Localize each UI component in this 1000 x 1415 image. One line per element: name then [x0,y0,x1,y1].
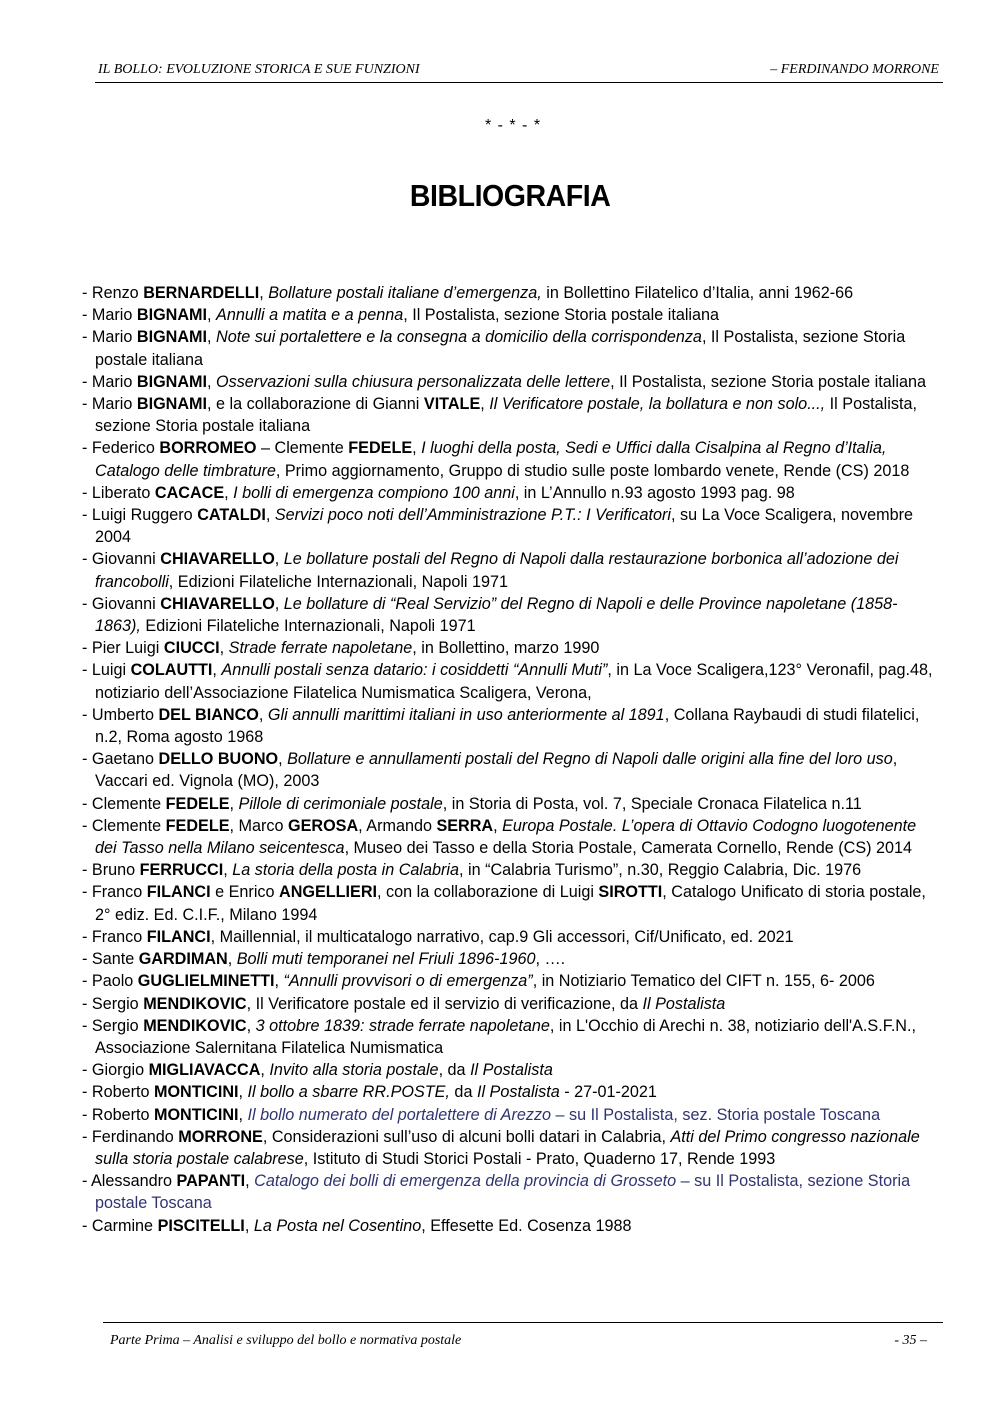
entry-author-surname: BIGNAMI [136,306,208,325]
entry-title: Il Postalista [642,994,726,1013]
entry-text: , [207,328,217,347]
entry-text: da [449,1083,477,1102]
bibliography-entry [82,437,942,481]
entry-text: Giovanni [91,594,161,613]
entry-bullet: - [82,395,92,414]
bibliography-entry [82,748,942,792]
entry-title: Annulli postali senza datario: i cosiddetti “Annulli Muti” [221,661,608,680]
entry-text: , in Storia di Posta, vol. 7, Speciale Cronaca Filatelica n.11 [442,794,862,813]
entry-author-surname: MIGLIAVACCA [148,1061,261,1080]
entry-text: - 27-01-2021 [559,1083,657,1102]
bibliography-entry [82,1170,942,1214]
entry-author-surname: MORRONE [178,1127,263,1146]
bibliography-entry [82,1081,942,1103]
entry-bullet: - [82,328,92,347]
bibliography-entry [82,793,942,815]
entry-text: Sergio [91,994,144,1013]
entry-text: , [212,661,222,680]
bibliography-entry [82,282,942,304]
entry-title: Il bollo a sbarre RR.POSTE, [247,1083,450,1102]
entry-text: , Armando [358,816,437,835]
entry-text: – su Il Postalista, sez. Storia postale Toscana [551,1105,881,1124]
entry-text: , in Bollettino, marzo 1990 [412,639,600,658]
entry-title: Catalogo dei bolli di emergenza della provincia di Grosseto [254,1172,677,1191]
entry-text: , in Notiziario Tematico del CIFT n. 155, 6- 2006 [532,972,875,991]
page-number: - 35 – [894,1333,927,1348]
entry-bullet: - [82,950,92,969]
entry-author-surname: VITALE [423,395,481,414]
entry-title: La Posta nel Cosentino [253,1216,422,1235]
entry-text: , in L'Occhio di Arechi n. 38, notiziario dell'A.S.F.N., Associazione Salernitana Filatelica Numismatica [95,1016,916,1057]
entry-bullet: - [82,1127,92,1146]
entry-text: , Il Postalista, sezione Storia postale italiana [95,328,906,369]
entry-author-surname: BORROMEO [159,439,257,458]
entry-bullet: - [82,639,92,658]
entry-title: Strade ferrate napoletane [228,639,413,658]
entry-author-surname: CATALDI [197,506,266,525]
entry-text: in Bollettino Filatelico d’Italia, anni 1962-66 [541,284,854,302]
entry-author-surname: FILANCI [146,927,211,946]
entry-author-surname: PISCITELLI [157,1216,245,1235]
bibliography-entry [82,371,942,393]
entry-text: , in La Voce Scaligera,123° Veronafil, pag.48, notiziario dell’Associazione Filatelica Numismatica Scaligera, Verona, [95,661,933,702]
entry-title: Le bollature di “Real Servizio” del Regno di Napoli e delle Province napoletane (1858-1863), [95,594,898,636]
bibliography-entry [82,1126,942,1170]
entry-title: Note sui portalettere e la consegna a domicilio della corrispondenza [216,328,702,347]
entry-text: Giovanni [91,550,161,569]
entry-title: Servizi poco noti dell’Amministrazione P.T.: I Verificatori [274,506,671,525]
entry-text: Ferdinando [91,1127,179,1146]
entry-text: Luigi [91,661,131,680]
entry-text: Mario [91,306,137,325]
entry-bullet: - [82,816,92,835]
bibliography-entry [82,393,942,437]
footer-section: Parte Prima – Analisi e sviluppo del bollo e normativa postale [110,1333,462,1348]
entry-author-surname: BIGNAMI [136,372,208,391]
entry-title: I luoghi della posta, Sedi e Uffici dalla Cisalpina al Regno d’Italia, Catalogo delle timbrature [95,439,887,480]
bibliography-entry [82,637,942,659]
entry-title: “Annulli provvisori o di emergenza” [283,972,533,991]
entry-text: Franco [91,883,147,902]
entry-author-surname: CIUCCI [163,639,220,658]
entry-text: Federico [91,439,160,458]
entry-bullet: - [82,794,92,813]
bibliography-list [82,282,942,1237]
entry-bullet: - [82,750,92,769]
entry-bullet: - [82,594,92,613]
page-title: BIBLIOGRAFIA [409,178,611,213]
entry-text: , [265,506,275,525]
entry-author-surname: PAPANTI [176,1172,246,1191]
entry-bullet: - [82,1083,92,1102]
entry-bullet: - [82,861,92,880]
entry-title: 3 ottobre 1839: strade ferrate napoletane [255,1016,550,1035]
entry-bullet: - [82,483,92,502]
entry-text: , [224,483,234,502]
entry-text: , Effesette Ed. Cosenza 1988 [421,1216,632,1235]
entry-title: Atti del Primo congresso nazionale sulla storia postale calabrese [95,1127,920,1168]
entry-text: , Marco [229,816,288,835]
entry-author-surname: BIGNAMI [136,328,208,347]
entry-title: Bolli muti temporanei nel Friuli 1896-1960 [236,950,536,969]
entry-title: I bolli di emergenza compiono 100 anni [233,483,515,502]
entry-title: La storia della posta in Calabria [232,861,459,880]
bibliography-entry [82,926,942,948]
entry-text: – Clemente [256,439,349,458]
bibliography-entry [82,993,942,1015]
entry-text: , Il Verificatore postale ed il servizio di verificazione, da [246,994,643,1013]
bibliography-entry [82,482,942,504]
bibliography-entry [82,326,942,370]
entry-author-surname: CACACE [154,483,225,502]
entry-text: Bruno [91,861,140,880]
entry-bullet: - [82,306,92,325]
entry-text: , Museo dei Tasso e della Storia Postale, Camerata Cornello, Rende (CS) 2014 [344,839,913,858]
entry-text: Roberto [91,1083,154,1102]
entry-bullet: - [82,1016,92,1035]
entry-title: Pillole di cerimoniale postale [238,794,443,813]
entry-bullet: - [82,1216,92,1235]
entry-bullet: - [82,284,92,302]
entry-text: Carmine [91,1216,158,1235]
entry-text: , con la collaborazione di Luigi [377,883,599,902]
bibliography-entry [82,593,942,637]
entry-text: , [260,1061,270,1080]
entry-text: Renzo [91,284,144,302]
entry-bullet: - [82,883,92,902]
entry-author-surname: FILANCI [146,883,211,902]
entry-title: Il bollo numerato del portalettere di Arezzo [247,1105,552,1124]
entry-text: , Vaccari ed. Vignola (MO), 2003 [95,750,898,791]
entry-text: Mario [91,395,137,414]
entry-title: Il Postalista [470,1061,553,1080]
entry-text: , da [438,1061,471,1080]
entry-text: , [219,639,229,658]
entry-text: Clemente [91,816,166,835]
entry-text: , …. [535,950,566,969]
bibliography-entry [82,1059,942,1081]
entry-bullet: - [82,372,92,391]
entry-text: Gaetano [91,750,159,769]
entry-text: Pier Luigi [91,639,164,658]
entry-author-surname: ANGELLIERI [279,883,378,902]
entry-text: e Enrico [210,883,280,902]
entry-title: Le bollature postali del Regno di Napoli dalla restaurazione borbonica all’adozione dei francobolli [95,550,899,591]
entry-text: Umberto [91,705,159,724]
bibliography-entry [82,948,942,970]
entry-author-surname: MONTICINI [153,1105,239,1124]
entry-text: , Considerazioni sull’uso di alcuni bolli datari in Calabria, [262,1127,671,1146]
entry-title: Bollature postali italiane d’emergenza, [268,284,542,302]
entry-text: , [246,1016,256,1035]
entry-text: Sante [91,950,139,969]
entry-text: Mario [91,372,137,391]
entry-text: , Il Postalista, sezione Storia postale italiana [403,306,720,325]
entry-bullet: - [82,1172,91,1191]
entry-text: Mario [91,328,137,347]
entry-text: , [227,950,237,969]
entry-text: , [258,705,268,724]
entry-text: – su Il Postalista, sezione Storia postale Toscana [95,1172,911,1213]
entry-author-surname: BERNARDELLI [143,284,260,302]
entry-author-surname: GEROSA [288,816,359,835]
entry-title: Annulli a matita e a penna [216,306,404,325]
entry-text: , [278,750,288,769]
entry-text: , su La Voce Scaligera, novembre 2004 [95,506,914,547]
entry-author-surname: COLAUTTI [130,661,213,680]
entry-text: , [207,372,217,391]
bibliography-entry [82,704,942,748]
entry-author-surname: FEDELE [165,816,230,835]
entry-bullet: - [82,661,92,680]
bibliography-entry [82,1015,942,1059]
entry-author-surname: FEDELE [165,794,230,813]
entry-bullet: - [82,506,92,525]
entry-text: , [274,594,284,613]
entry-bullet: - [82,439,92,458]
entry-author-surname: MENDIKOVIC [143,994,247,1013]
entry-bullet: - [82,994,92,1013]
entry-text: Giorgio [91,1061,149,1080]
entry-text: , Primo aggiornamento, Gruppo di studio sulle poste lombardo venete, Rende (CS) 2018 [275,461,910,480]
page-header [95,60,943,83]
entry-author-surname: FEDELE [348,439,413,458]
entry-text: , Catalogo Unificato di storia postale, 2° ediz. Ed. C.I.F., Milano 1994 [95,883,926,924]
bibliography-entry [82,1104,942,1126]
entry-title: Bollature e annullamenti postali del Regno di Napoli dalle origini alla fine del loro uso [287,750,893,769]
header-author: – FERDINANDO MORRONE [770,62,939,77]
entry-title: Il Verificatore postale, la bollatura e non solo..., [489,395,826,414]
entry-text: , [259,284,269,302]
entry-author-surname: BIGNAMI [136,395,208,414]
entry-text: Alessandro [91,1172,177,1191]
entry-bullet: - [82,972,92,991]
entry-text: Luigi Ruggero [91,506,198,525]
bibliography-entry [82,881,942,925]
entry-text: , [245,1172,255,1191]
entry-text: , [274,972,284,991]
bibliography-entry [82,548,942,592]
entry-bullet: - [82,1061,92,1080]
entry-text: , [207,306,217,325]
bibliography-entry [82,970,942,992]
bibliography-entry [82,304,942,326]
entry-text: , [223,861,233,880]
entry-author-surname: SERRA [436,816,494,835]
entry-bullet: - [82,1105,92,1124]
entry-text: , [238,1105,248,1124]
entry-text: , Collana Raybaudi di studi filatelici, n.2, Roma agosto 1968 [95,705,920,747]
bibliography-entry [82,815,942,859]
entry-text: Franco [91,927,147,946]
entry-text: Edizioni Filateliche Internazionali, Napoli 1971 [140,617,476,636]
entry-text: , [229,794,239,813]
entry-text: , in L’Annullo n.93 agosto 1993 pag. 98 [514,483,795,502]
entry-text: , [274,550,284,569]
entry-bullet: - [82,550,92,569]
entry-text: , [244,1216,254,1235]
entry-author-surname: GARDIMAN [138,950,228,969]
entry-title: Europa Postale. L’opera di Ottavio Codogno luogotenente dei Tasso nella Milano seicentesca [95,816,917,858]
entry-author-surname: SIROTTI [598,883,663,902]
header-title: IL BOLLO: EVOLUZIONE STORICA E SUE FUNZIONI [98,62,420,77]
entry-author-surname: MONTICINI [153,1083,239,1102]
entry-bullet: - [82,705,92,724]
entry-bullet: - [82,927,92,946]
bibliography-entry [82,659,942,703]
entry-author-surname: MENDIKOVIC [143,1016,247,1035]
entry-text: Il Postalista, sezione Storia postale italiana [95,395,917,436]
page-footer [103,1322,943,1353]
entry-text: , in “Calabria Turismo”, n.30, Reggio Calabria, Dic. 1976 [459,861,862,880]
entry-text: , Edizioni Filateliche Internazionali, Napoli 1971 [168,572,509,591]
entry-title: Il Postalista [476,1083,560,1102]
entry-author-surname: CHIAVARELLO [160,550,275,569]
bibliography-entry [82,1215,942,1237]
entry-text: Clemente [91,794,166,813]
entry-text: Sergio [91,1016,144,1035]
bibliography-entry [82,859,942,881]
entry-text: , [480,395,490,414]
entry-author-surname: DEL BIANCO [158,705,259,724]
entry-text: , Il Postalista, sezione Storia postale italiana [610,372,926,391]
entry-title: Osservazioni sulla chiusura personalizzata delle lettere [216,372,611,391]
entry-text: , [238,1083,248,1102]
entry-text: Roberto [91,1105,154,1124]
entry-text: , Istituto di Studi Storici Postali - Prato, Quaderno 17, Rende 1993 [303,1149,776,1168]
entry-text: , Maillennial, il multicatalogo narrativo, cap.9 Gli accessori, Cif/Unificato, ed. 2021 [210,927,794,946]
entry-text: Liberato [91,483,155,502]
entry-author-surname: DELLO BUONO [158,750,279,769]
entry-text: , [412,439,422,458]
section-separator: * - * - * [484,117,542,134]
entry-title: Gli annulli marittimi italiani in uso anteriormente al 1891 [267,705,665,724]
entry-author-surname: GUGLIELMINETTI [137,972,275,991]
bibliography-entry [82,504,942,548]
entry-author-surname: CHIAVARELLO [160,594,275,613]
entry-author-surname: FERRUCCI [139,861,224,880]
entry-text: , e la collaborazione di Gianni [207,395,424,414]
entry-text: , [493,816,503,835]
entry-text: Paolo [91,972,138,991]
entry-title: Invito alla storia postale [269,1061,439,1080]
